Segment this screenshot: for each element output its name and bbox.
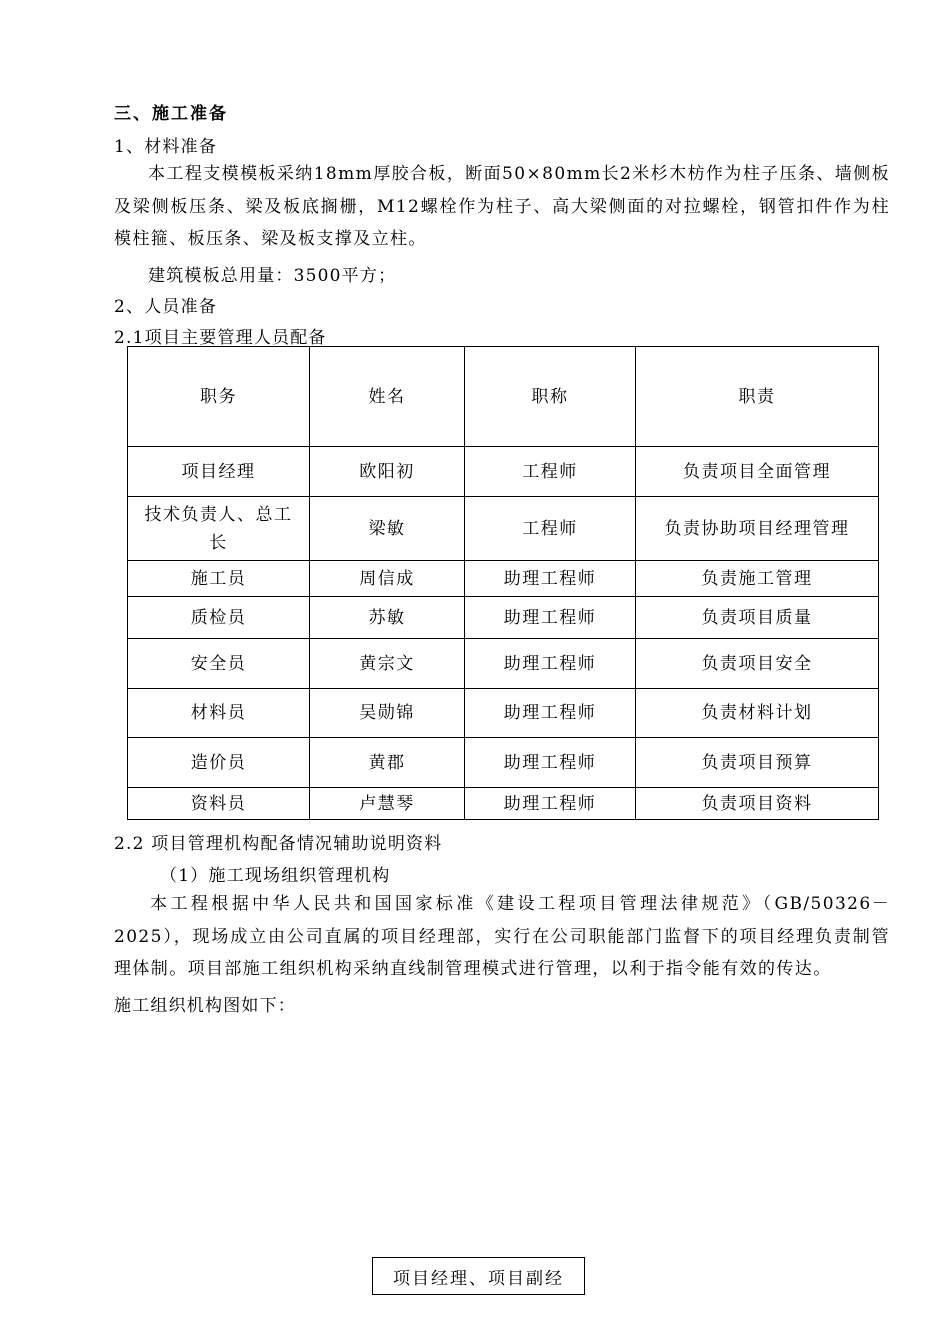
- duty-cell: 负责项目资料: [636, 788, 879, 820]
- table-row: [128, 561, 879, 597]
- title-cell: 助理工程师: [465, 689, 636, 738]
- header-cell: 姓名: [310, 347, 465, 447]
- duty-cell: 负责协助项目经理管理: [636, 497, 879, 561]
- duty-cell: 负责项目安全: [636, 639, 879, 689]
- duty-cell: 负责材料计划: [636, 689, 879, 738]
- name-cell: 苏敏: [310, 597, 465, 639]
- title-cell: 助理工程师: [465, 788, 636, 820]
- org-chart-box-project-manager: 项目经理、项目副经: [372, 1257, 585, 1295]
- role-cell: 施工员: [128, 561, 310, 597]
- name-cell: 梁敏: [310, 497, 465, 561]
- name-cell: 黄郡: [310, 738, 465, 788]
- duty-cell: 负责项目质量: [636, 597, 879, 639]
- table-header-row: [128, 347, 879, 447]
- table-row: [128, 497, 879, 561]
- materials-paragraph-text: 本工程支模模板采纳18mm厚胶合板，断面50×80mm长2米杉木枋作为柱子压条、墙侧板及梁侧板压条、梁及板底搁栅，M12螺栓作为柱子、高大梁侧面的对拉螺栓，钢管扣件作为柱模柱箍、板压条、梁及板支撑及立柱。: [114, 164, 890, 249]
- table-row: [128, 639, 879, 689]
- role-cell: 项目经理: [128, 447, 310, 497]
- org-chart-intro: 施工组织机构图如下：: [114, 996, 296, 1016]
- materials-heading: 1、材料准备: [114, 137, 218, 157]
- name-cell: 周信成: [310, 561, 465, 597]
- duty-cell: 负责项目全面管理: [636, 447, 879, 497]
- duty-cell: 负责项目预算: [636, 738, 879, 788]
- header-cell: 职责: [636, 347, 879, 447]
- org-paragraph-text: 本工程根据中华人民共和国国家标准《建设工程项目管理法律规范》（GB/50326－2025），现场成立由公司直属的项目经理部，实行在公司职能部门监督下的项目经理负责制管理体制。项目部施工组织机构采纳直线制管理模式进行管理，以利于指令能有效的传达。: [114, 894, 890, 979]
- personnel-heading: 2、人员准备: [114, 297, 218, 317]
- org-heading: 2.2 项目管理机构配备情况辅助说明资料: [114, 834, 443, 854]
- name-cell: 卢慧琴: [310, 788, 465, 820]
- staff-table-caption: 2.1项目主要管理人员配备: [114, 328, 327, 348]
- role-cell: 造价员: [128, 738, 310, 788]
- header-cell: 职称: [465, 347, 636, 447]
- title-cell: 工程师: [465, 447, 636, 497]
- title-cell: 助理工程师: [465, 561, 636, 597]
- header-cell: 职务: [128, 347, 310, 447]
- role-cell: 材料员: [128, 689, 310, 738]
- title-cell: 助理工程师: [465, 738, 636, 788]
- table-row: [128, 597, 879, 639]
- role-cell: 技术负责人、总工长: [128, 497, 310, 561]
- title-cell: 助理工程师: [465, 597, 636, 639]
- formwork-total: 建筑模板总用量：3500平方；: [148, 266, 397, 286]
- title-cell: 工程师: [465, 497, 636, 561]
- table-row: [128, 788, 879, 820]
- section-title: 三、施工准备: [114, 104, 228, 124]
- org-subheading: （1）施工现场组织管理机构: [160, 866, 391, 886]
- table-row: [128, 689, 879, 738]
- materials-paragraph: [114, 158, 890, 256]
- role-cell: 资料员: [128, 788, 310, 820]
- role-cell: 安全员: [128, 639, 310, 689]
- staff-table: [127, 346, 879, 820]
- name-cell: 欧阳初: [310, 447, 465, 497]
- name-cell: 吴勋锦: [310, 689, 465, 738]
- name-cell: 黄宗文: [310, 639, 465, 689]
- duty-cell: 负责施工管理: [636, 561, 879, 597]
- table-row: [128, 447, 879, 497]
- title-cell: 助理工程师: [465, 639, 636, 689]
- org-paragraph: [114, 888, 890, 986]
- table-row: [128, 738, 879, 788]
- role-cell: 质检员: [128, 597, 310, 639]
